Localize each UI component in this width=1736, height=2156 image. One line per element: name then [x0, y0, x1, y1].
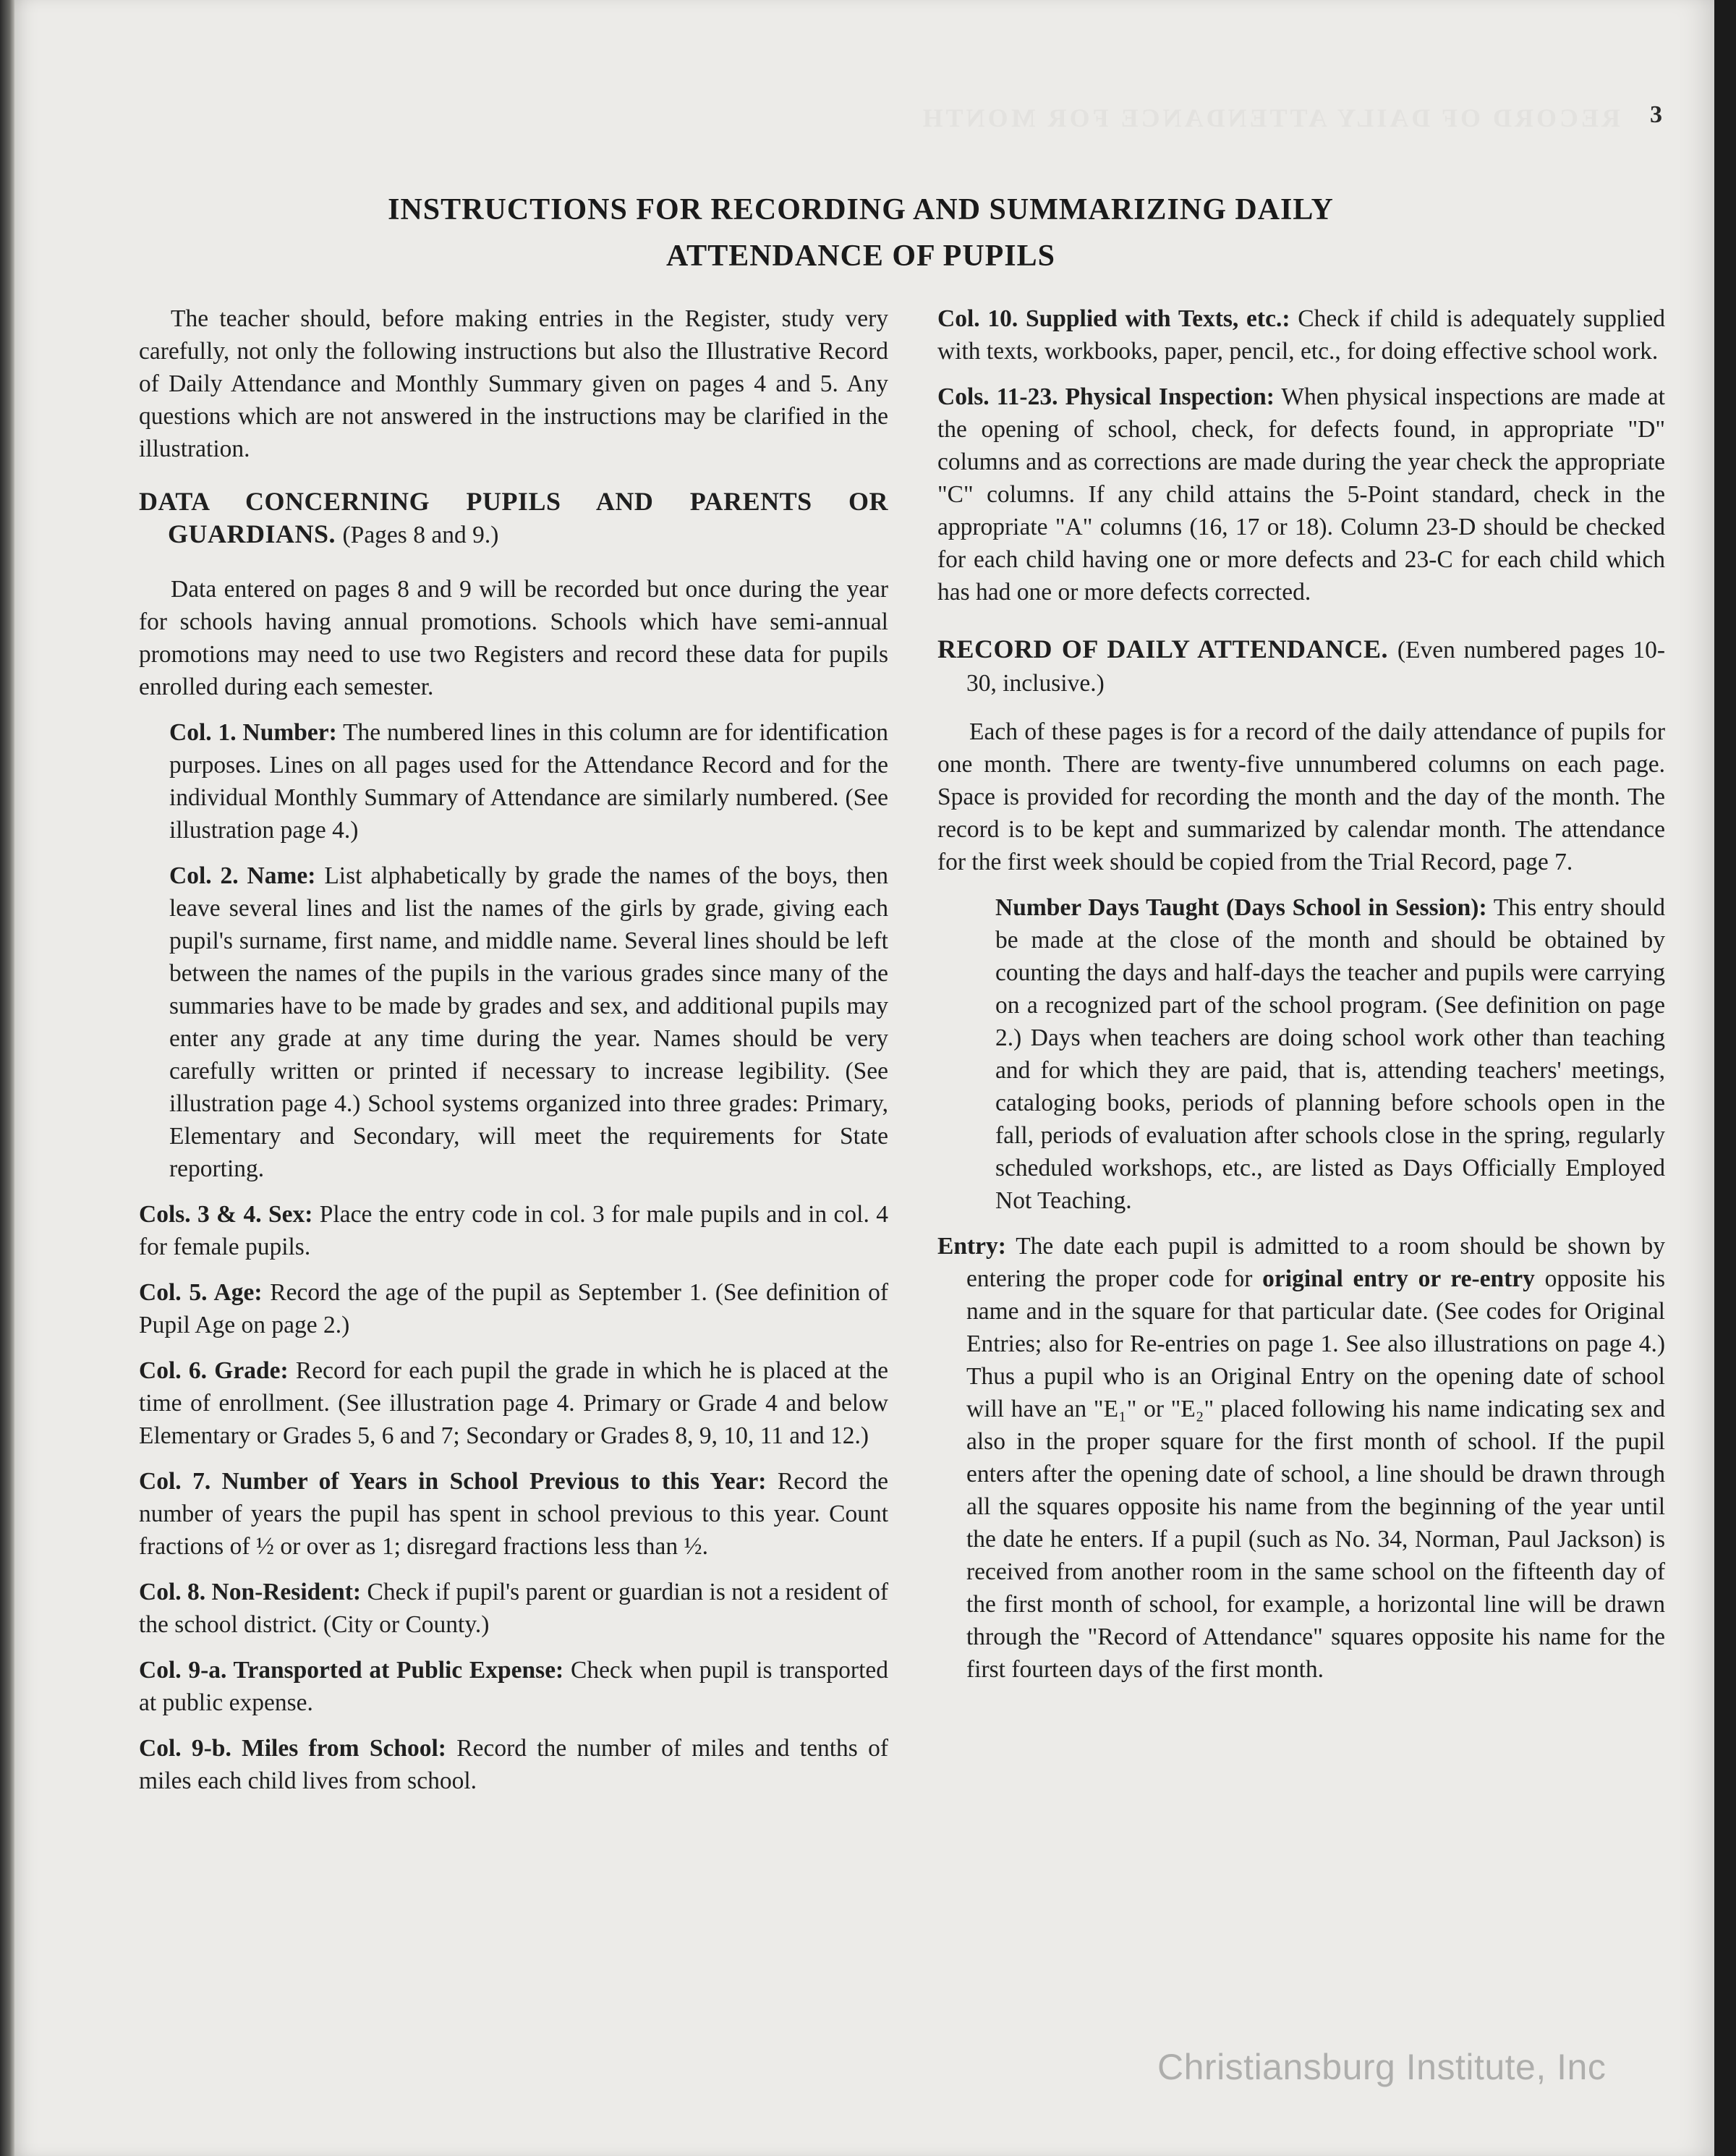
page-title: [145, 187, 1577, 279]
instruction-label: Col. 9-a. Transported at Public Expense:: [139, 1657, 564, 1684]
instruction-days-taught: [937, 891, 1665, 1217]
section-intro-paragraph: Data entered on pages 8 and 9 will be recorded but once during the year for schools having annual promotions. Schools which have semi-annual promotions may need to use two Registers and record these data for pupils enrolled during each semester.: [139, 576, 888, 700]
instruction-label: Col. 1. Number:: [169, 719, 337, 746]
instruction-label: Col. 9-b. Miles from School:: [139, 1735, 446, 1762]
instruction-col-1: [169, 716, 888, 846]
instruction-text-a: The date each pupil is admitted to a room should be shown by entering the proper code for: [966, 1233, 1665, 1292]
instruction-text: Check if pupil's parent or guardian is not a resident of the school district. (City or County.): [139, 1579, 889, 1638]
instruction-label: Col. 5. Age:: [139, 1279, 263, 1306]
section-heading-daily-attendance: [937, 633, 1665, 700]
instruction-text: Check if child is adequately supplied with texts, workbooks, paper, pencil, etc., for doing effective school work.: [937, 305, 1666, 365]
bleed-through-text: RECORD OF DAILY ATTENDANCE FOR MONTH: [919, 103, 1620, 132]
instruction-text: Record the age of the pupil as September 1. (See definition of Pupil Age on page 2.): [139, 1279, 888, 1338]
instruction-label: Col. 10. Supplied with Texts, etc.:: [937, 305, 1290, 332]
section-heading-text: RECORD OF DAILY ATTENDANCE.: [937, 635, 1389, 663]
instruction-col-8: [139, 1576, 888, 1641]
instruction-col-5: [139, 1276, 888, 1341]
instruction-text: Place the entry code in col. 3 for male pupils and in col. 4 for female pupils.: [139, 1201, 888, 1260]
section-heading-pupils-parents: [139, 485, 888, 551]
page-binding-edge: [0, 0, 16, 2156]
right-column: [937, 302, 1665, 1699]
page-title-line-1: INSTRUCTIONS FOR RECORDING AND SUMMARIZING DAILY: [388, 193, 1334, 226]
intro-paragraph: The teacher should, before making entries in the Register, study very carefully, not only the following instructions but also the Illustrative Record of Daily Attendance and Monthly Summary given on pages 4 and 5. Any questions which are not answered in the instructions may be clarified in the illustration.: [139, 305, 888, 462]
section-intro-paragraph: Each of these pages is for a record of the daily attendance of pupils for one month. There are twenty-five unnumbered columns on each page. Space is provided for recording the month and the day of the month. The record is to be kept and summarized by calendar month. The attendance for the first week should be copied from the Trial Record, page 7.: [937, 718, 1665, 875]
instruction-label: Col. 8. Non-Resident:: [139, 1579, 362, 1605]
instruction-col-6: [139, 1354, 888, 1452]
instruction-label: Number Days Taught (Days School in Session):: [995, 894, 1487, 921]
instruction-label: Cols. 3 & 4. Sex:: [139, 1201, 313, 1228]
instruction-text: Record the number of years the pupil has spent in school previous to this year. Count fractions of ½ or over as 1; disregard fractions less than ½.: [139, 1468, 889, 1560]
instruction-text: The numbered lines in this column are for identification purposes. Lines on all pages used for the Attendance Record and for the individual Monthly Summary of Attendance are similarly numbered. (See illustration page 4.): [169, 719, 888, 844]
instruction-col-7: [139, 1465, 888, 1563]
instruction-label: Col. 6. Grade:: [139, 1357, 289, 1384]
instruction-col-10: [937, 302, 1665, 368]
instruction-label: Col. 2. Name:: [169, 862, 316, 889]
instruction-label: Col. 7. Number of Years in School Previous to this Year:: [139, 1468, 767, 1495]
instruction-entry: [937, 1230, 1665, 1686]
instruction-text: Record the number of miles and tenths of miles each child lives from school.: [139, 1735, 888, 1794]
instruction-text-b: opposite his name and in the square for that particular date. (See codes for Original Entries; also for Re-entries on page 1. See also illustrations on page 4.) Thus a pupil who is an Original Entry on the opening date of school will have an "E₁" or "E₂" placed following his name indicating sex and also in the proper square for the first month of school. If the pupil enters after the opening date of school, a line should be drawn through all the squares opposite his name from the beginning of the year until the date he enters. If a pupil (such as No. 34, Norman, Paul Jackson) is received from another room in the same school on the fifteenth day of the first month of school, for example, a horizontal line will be drawn through the "Record of Attendance" squares opposite his name for the first fourteen days of the first month.: [966, 1265, 1665, 1683]
instruction-emphasis: original entry or re-entry: [1262, 1265, 1535, 1292]
instruction-col-9b: [139, 1732, 888, 1797]
left-column: [139, 302, 888, 1810]
document-page: [14, 0, 1714, 2156]
watermark: Christiansburg Institute, Inc: [1157, 2047, 1607, 2087]
instruction-col-9a: [139, 1654, 888, 1719]
instruction-label: Entry:: [937, 1233, 1006, 1260]
instruction-text: List alphabetically by grade the names of the boys, then leave several lines and list the names of the girls by grade, giving each pupil's surname, first name, and middle name. Several lines should be left between the names of the pupils in the various grades since many of the summaries have to be made by grades and sex, and additional pupils may enter any grade at any time during the year. Names should be very carefully written or printed if necessary to increase legibility. (See illustration page 4.) School systems organized into three grades: Primary, Elementary and Secondary, will meet the requirements for State reporting.: [169, 862, 889, 1182]
instruction-text: Record for each pupil the grade in which he is placed at the time of enrollment. (See illustration page 4. Primary or Grade 4 and below Elementary or Grades 5, 6 and 7; Secondary or Grades 8, 9, 10, 11 and 12.): [139, 1357, 888, 1449]
section-heading-note: (Pages 8 and 9.): [342, 522, 499, 548]
instruction-text: This entry should be made at the close of the month and should be obtained by counting the days and half-days the teacher and pupils were carrying on a recognized part of the school program. (See definition on page 2.) Days when teachers are doing school work other than teaching and for which they are paid, that is, attending teachers' meetings, cataloging books, periods of planning before schools open in the fall, periods of evaluation after schools close in the spring, regularly scheduled workshops, etc., are listed as Days Officially Employed Not Teaching.: [995, 894, 1666, 1214]
instruction-cols-3-4: [139, 1198, 888, 1263]
instruction-text: When physical inspections are made at the opening of school, check, for defects found, in appropriate "D" columns and as corrections are made during the year check the appropriate "C" columns. If any child attains the 5-Point standard, check in the appropriate "A" columns (16, 17 or 18). Column 23-D should be checked for each child having one or more defects and 23-C for each child which has had one or more defects corrected.: [937, 383, 1665, 606]
instruction-col-2: [169, 860, 888, 1185]
instruction-cols-11-23: [937, 381, 1665, 608]
instruction-text: Check when pupil is transported at public expense.: [139, 1657, 888, 1716]
section-heading-text: DATA CONCERNING PUPILS AND PARENTS OR GUARDIANS.: [139, 487, 888, 548]
instruction-label: Cols. 11-23. Physical Inspection:: [937, 383, 1275, 410]
page-title-line-2: ATTENDANCE OF PUPILS: [665, 239, 1056, 273]
section-heading-note: (Even numbered pages 10-30, inclusive.): [966, 637, 1666, 697]
page-number: 3: [1650, 101, 1662, 128]
